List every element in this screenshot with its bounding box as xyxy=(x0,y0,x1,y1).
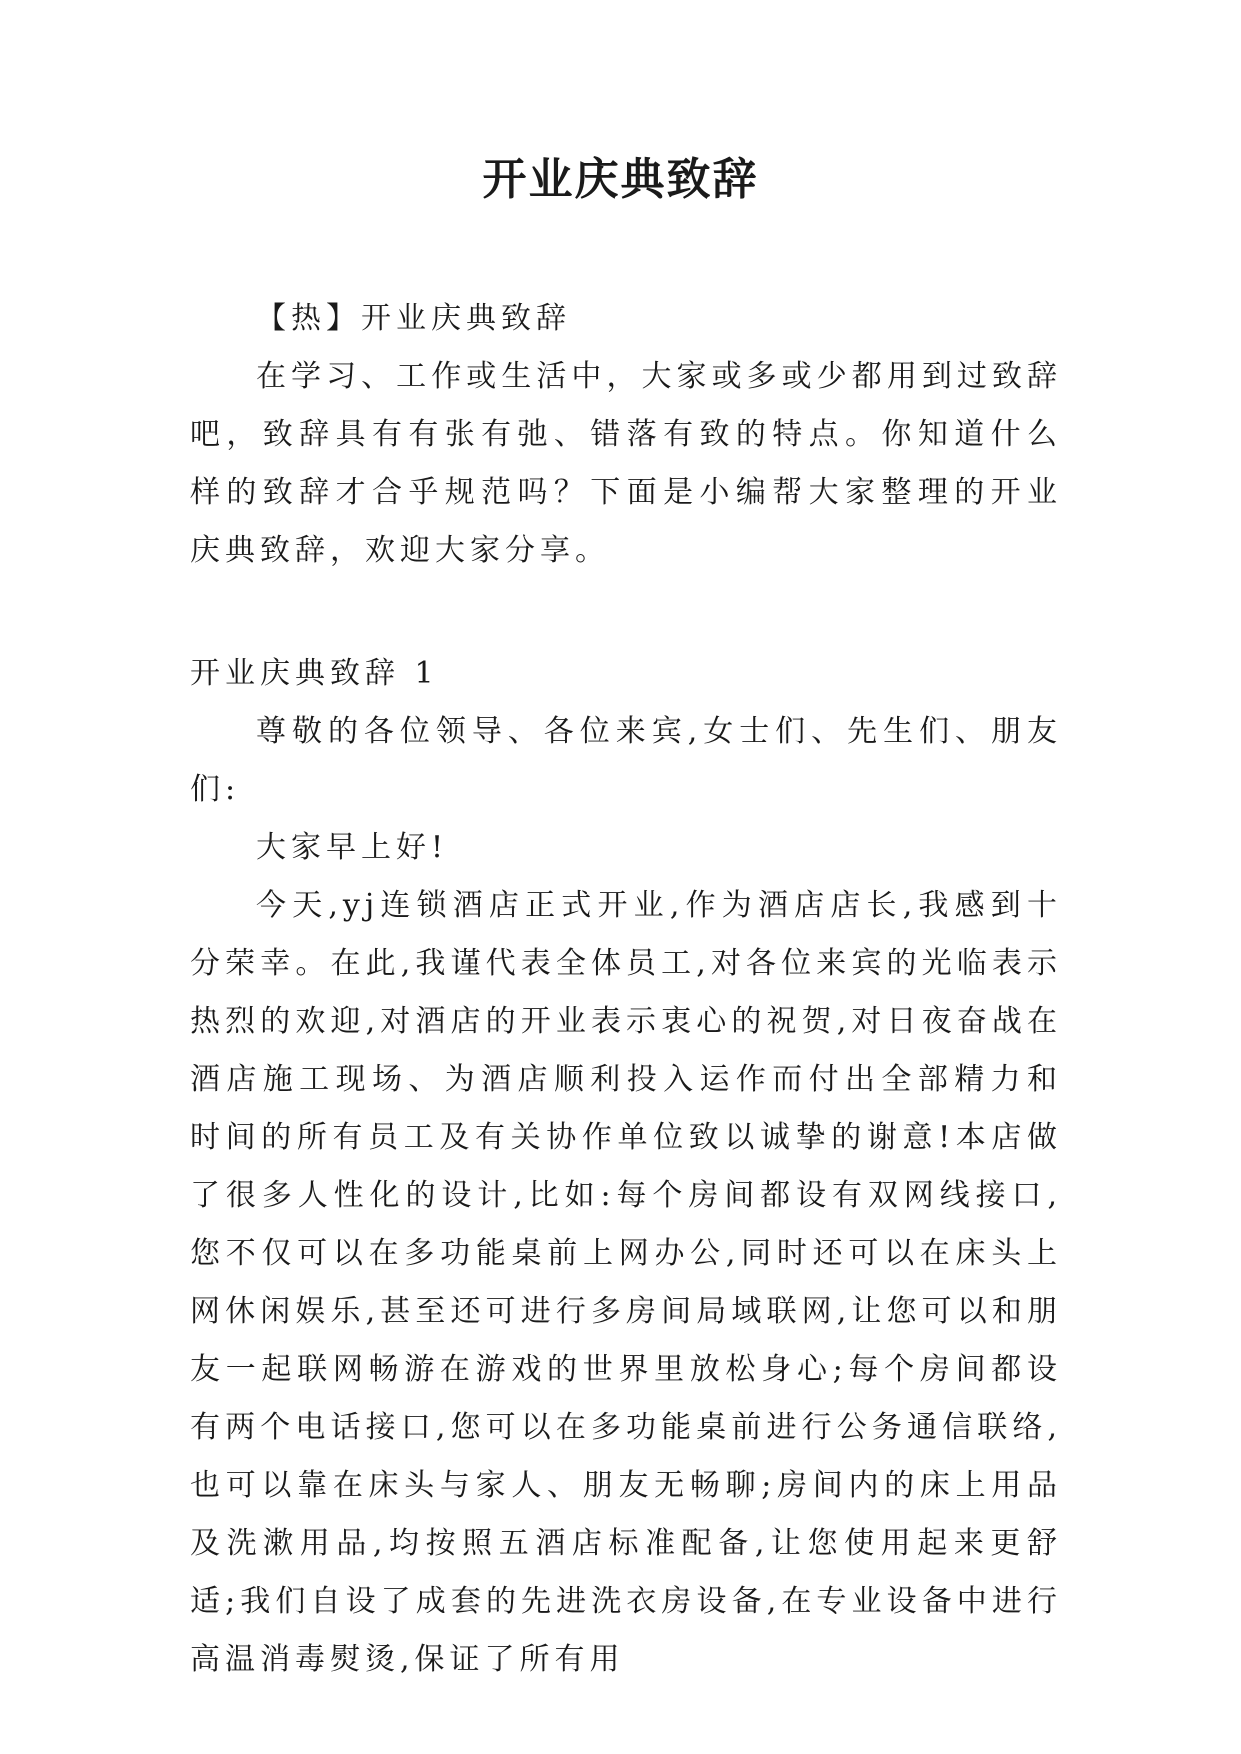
intro-paragraph: 在学习、工作或生活中，大家或多或少都用到过致辞吧，致辞具有有张有弛、错落有致的特点。你知道什么样的致辞才合乎规范吗？下面是小编帮大家整理的开业庆典致辞，欢迎大家分享。 xyxy=(190,359,1062,568)
document-title: 开业庆典致辞 xyxy=(482,154,759,205)
speech-section xyxy=(190,645,1062,1689)
salutation: 尊敬的各位领导、各位来宾,女士们、先生们、朋友们: xyxy=(190,714,1062,807)
section-heading: 开业庆典致辞 1 xyxy=(190,656,439,691)
intro-section xyxy=(190,290,1062,580)
intro-heading: 【热】开业庆典致辞 xyxy=(256,301,571,336)
greeting: 大家早上好! xyxy=(256,830,449,865)
body-paragraph: 今天,yj连锁酒店正式开业,作为酒店店长,我感到十分荣幸。在此,我谨代表全体员工,对各位来宾的光临表示热烈的欢迎,对酒店的开业表示衷心的祝贺,对日夜奋战在酒店施工现场、为酒店顺利投入运作而付出全部精力和时间的所有员工及有关协作单位致以诚挚的谢意!本店做了很多人性化的设计,比如:每个房间都设有双网线接口,您不仅可以在多功能桌前上网办公,同时还可以在床头上网休闲娱乐,甚至还可进行多房间局域联网,让您可以和朋友一起联网畅游在游戏的世界里放松身心;每个房间都设有两个电话接口,您可以在多功能桌前进行公务通信联络,也可以靠在床头与家人、朋友无畅聊;房间内的床上用品及洗漱用品,均按照五酒店标准配备,让您使用起来更舒适;我们自设了成套的先进洗衣房设备,在专业设备中进行高温消毒熨烫,保证了所有用 xyxy=(190,888,1062,1677)
